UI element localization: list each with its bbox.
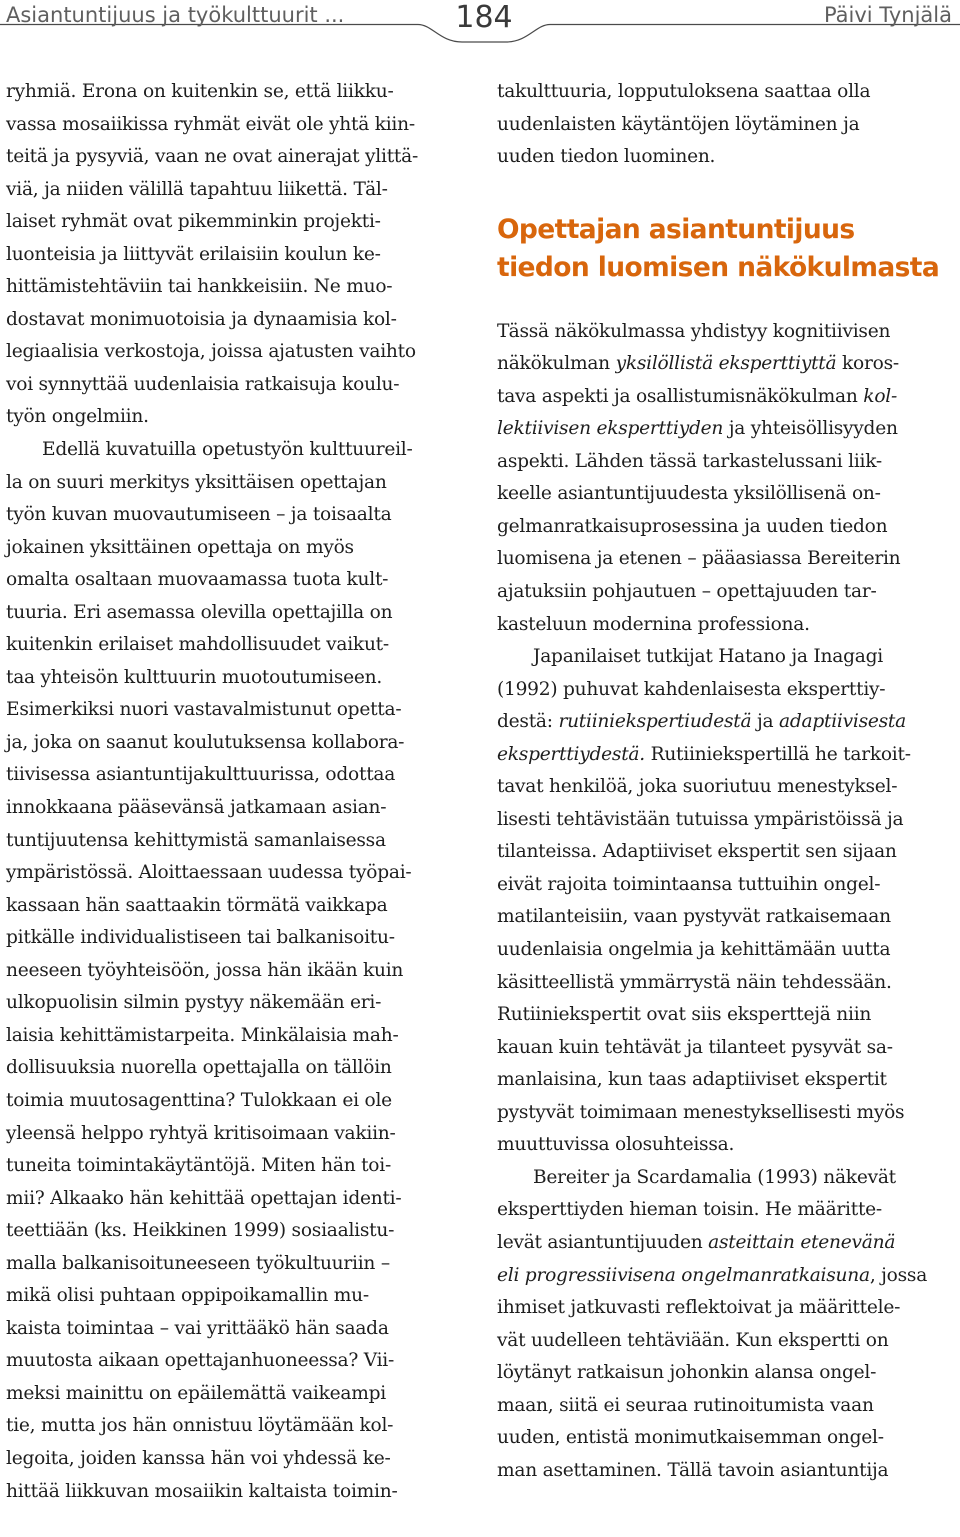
text-line: gelmanratkaisuprosessina ja uuden tiedon <box>497 515 888 537</box>
text-line: Esimerkiksi nuori vastavalmistunut opetta- <box>6 699 402 721</box>
text-line: kaista toimintaa – vai yrittääkö hän saada <box>6 1317 389 1339</box>
italic-term: adaptiivisesta <box>779 711 906 733</box>
italic-term: eksperttiydestä. <box>497 743 645 765</box>
text-line: keelle asiantuntijuudesta yksilöllisenä on- <box>497 483 881 505</box>
text-line: tiivisessa asiantuntijakulttuurissa, odottaa <box>6 764 396 786</box>
text-line: teitä ja pysyviä, vaan ne ovat ainerajat ylittä- <box>6 146 419 168</box>
author-name: Päivi Tynjälä <box>823 3 952 27</box>
text-line <box>497 706 955 739</box>
section-heading-line: tiedon luomisen näkökulmasta <box>497 251 940 283</box>
text-line: ulkopuolisin silmin pystyy näkemään eri- <box>6 992 382 1014</box>
text-line: viä, ja niiden välillä tapahtuu liikettä. Täl- <box>6 178 388 200</box>
italic-term: rutiiniekspertiudestä <box>558 711 752 733</box>
text-line: teettiään (ks. Heikkinen 1999) sosiaalistu- <box>6 1220 395 1242</box>
italic-term: eli progressiivisena ongelmanratkaisuna <box>497 1264 870 1286</box>
text-line: jokainen yksittäinen opettaja on myös <box>6 536 354 558</box>
text-line: uudenlaisten käytäntöjen löytäminen ja <box>497 113 860 135</box>
text-line <box>497 348 955 381</box>
text-line <box>497 1227 955 1260</box>
text-line: ajatuksiin pohjautuen – opettajuuden tar- <box>497 581 877 603</box>
text-line: manlaisina, kun taas adaptiiviset ekspertit <box>497 1069 887 1091</box>
text-line: ryhmiä. Erona on kuitenkin se, että liikku- <box>6 81 394 102</box>
text-line: luonteisia ja liittyvät erilaisiin koulun ke- <box>6 243 381 265</box>
text-line: uuden, entistä monimutkaisemman ongel- <box>497 1427 884 1449</box>
text-line: vassa mosaiikissa ryhmät eivät ole yhtä kiin- <box>6 113 415 135</box>
text-run: Rutiiniekspertillä he tarkoit- <box>644 743 911 765</box>
text-line: tie, mutta jos hän onnistuu löytämään kol- <box>6 1415 394 1437</box>
page-number: 184 <box>455 0 513 35</box>
italic-term: yksilöllistä eksperttiyttä <box>615 353 837 375</box>
text-line: dostavat monimuotoisia ja dynaamisia kol- <box>6 308 397 330</box>
text-line <box>497 1260 955 1293</box>
section-heading <box>497 211 955 287</box>
text-line: malla balkanisoituneeseen työkultuuriin – <box>6 1252 390 1274</box>
text-run: tava aspekti ja osallistumisnäkökulman <box>497 385 864 407</box>
text-line: kauan kuin tehtävät ja tilanteet pysyvät sa- <box>497 1036 893 1058</box>
text-line: legiaalisia verkostoja, joissa ajatusten vaihto <box>6 341 416 363</box>
text-line: uuden tiedon luominen. <box>497 146 716 168</box>
text-line: eksperttiyden hieman toisin. He määritte- <box>497 1199 882 1221</box>
text-run: , jossa <box>869 1264 928 1286</box>
text-line: käsitteellistä ymmärrystä näin tehdessään. <box>497 971 892 993</box>
text-line: maan, siitä ei seuraa rutinoitumista vaan <box>497 1394 874 1416</box>
text-line: eivät rajoita toimintaansa tuttuihin ongel- <box>497 873 881 895</box>
text-line: mii? Alkaako hän kehittää opettajan identi- <box>6 1187 402 1209</box>
text-run: ja <box>751 711 780 733</box>
text-line: Japanilaiset tutkijat Hatano ja Inagagi <box>533 646 883 668</box>
text-line: hittämistehtäviin tai hankkeisiin. Ne muo- <box>6 276 393 298</box>
text-line: työn ongelmiin. <box>6 406 149 428</box>
text-line: toimia muutosagenttina? Tulokkaan ei ole <box>6 1089 392 1111</box>
text-line: man asettaminen. Tällä tavoin asiantuntija <box>497 1459 889 1481</box>
text-line: Bereiter ja Scardamalia (1993) näkevät <box>533 1166 896 1188</box>
text-line: vät uudelleen tehtäviään. Kun ekspertti on <box>497 1329 889 1351</box>
running-title: Asiantuntijuus ja työkulttuurit ... <box>6 3 345 27</box>
text-run: näkökulman <box>497 353 616 375</box>
text-line: Tässä näkökulmassa yhdistyy kognitiivisen <box>497 320 891 342</box>
italic-term: kol- <box>863 385 897 407</box>
text-line: neeseen työyhteisöön, jossa hän ikään kuin <box>6 959 404 981</box>
right-column <box>497 76 955 1487</box>
text-line: lisesti tehtävistään tutuissa ympäristöissä ja <box>497 808 904 830</box>
text-run: levät asiantuntijuuden <box>497 1231 709 1253</box>
text-run: koros- <box>836 353 899 375</box>
text-line: pystyvät toimimaan menestyksellisesti myös <box>497 1101 905 1123</box>
text-line <box>497 413 955 446</box>
text-line: innokkaana pääsevänsä jatkamaan asian- <box>6 797 387 819</box>
text-line: ympäristössä. Aloittaessaan uudessa työpai- <box>6 862 412 884</box>
text-line: legoita, joiden kanssa hän voi yhdessä ke- <box>6 1447 391 1469</box>
text-line: ihmiset jatkuvasti reflektoivat ja määrittele- <box>497 1297 901 1319</box>
text-line: tuuria. Eri asemassa olevilla opettajilla on <box>6 601 393 623</box>
text-line: kasteluun modernina professiona. <box>497 613 810 635</box>
text-line: (1992) puhuvat kahdenlaisesta eksperttiy- <box>497 678 886 700</box>
text-line: dollisuuksia nuorella opettajalla on tällöin <box>6 1057 392 1079</box>
text-line: Rutiiniekspertit ovat siis eksperttejä niin <box>497 1004 872 1026</box>
text-line: löytänyt ratkaisun johonkin alansa ongel- <box>497 1362 877 1384</box>
text-line <box>497 381 955 414</box>
italic-term: lektiivisen eksperttiyden <box>497 418 724 440</box>
text-line: hittää liikkuvan mosaiikin kaltaista toimin- <box>6 1480 398 1502</box>
text-line: tavat henkilöä, joka suoriutuu menestyksel- <box>497 776 898 798</box>
text-line: laiset ryhmät ovat pikemminkin projekti- <box>6 211 381 233</box>
text-line: muuttuvissa olosuhteissa. <box>497 1134 735 1156</box>
text-line: matilanteisiin, vaan pystyvät ratkaisemaan <box>497 906 891 928</box>
text-line: tuneita toimintakäytäntöjä. Miten hän toi- <box>6 1155 391 1177</box>
text-line: yleensä helppo ryhtyä kritisoimaan vakiin- <box>6 1122 396 1144</box>
section-heading-line: Opettajan asiantuntijuus <box>497 213 855 245</box>
text-line: uudenlaisia ongelmia ja kehittämään uutta <box>497 939 891 961</box>
text-line: tuntijuutensa kehittymistä samanlaisessa <box>6 829 386 851</box>
text-line: takulttuuria, lopputuloksena saattaa olla <box>497 81 871 102</box>
text-line <box>497 739 955 772</box>
text-line: voi synnyttää uudenlaisia ratkaisuja koulu- <box>6 373 400 395</box>
text-line: meksi mainittu on epäilemättä vaikeampi <box>6 1382 386 1404</box>
text-line: työn kuvan muovautumiseen – ja toisaalta <box>6 504 392 526</box>
page-header <box>0 0 960 44</box>
text-line: kassaan hän saattaakin törmätä vaikkapa <box>6 894 388 916</box>
left-column <box>6 76 464 1508</box>
text-line: muutosta aikaan opettajanhuoneessa? Vii- <box>6 1350 395 1372</box>
text-line: taa yhteisön kulttuurin muotoutumiseen. <box>6 666 383 688</box>
text-line: ja, joka on saanut koulutuksensa kollabora- <box>6 731 405 753</box>
text-line: kuitenkin erilaiset mahdollisuudet vaikut- <box>6 634 389 656</box>
text-line: luomisena ja etenen – pääasiassa Bereiterin <box>497 548 901 570</box>
text-line: omalta osaltaan muovaamassa tuota kult- <box>6 569 389 591</box>
italic-term: asteittain etenevänä <box>708 1231 896 1253</box>
text-line: aspekti. Lähden tässä tarkastelussani liik- <box>497 450 882 472</box>
text-run: ja yhteisöllisyyden <box>723 418 898 440</box>
text-line: mikä olisi puhtaan oppipoikamallin mu- <box>6 1285 369 1307</box>
text-line: tilanteissa. Adaptiiviset ekspertit sen sijaan <box>497 841 897 863</box>
text-line: laisia kehittämistarpeita. Minkälaisia mah- <box>6 1024 399 1046</box>
text-line: pitkälle individualistiseen tai balkanisoitu- <box>6 927 395 949</box>
text-line: la on suuri merkitys yksittäisen opettajan <box>6 471 387 493</box>
text-run: destä: <box>497 711 559 733</box>
text-line: Edellä kuvatuilla opetustyön kulttuureil- <box>42 439 413 461</box>
